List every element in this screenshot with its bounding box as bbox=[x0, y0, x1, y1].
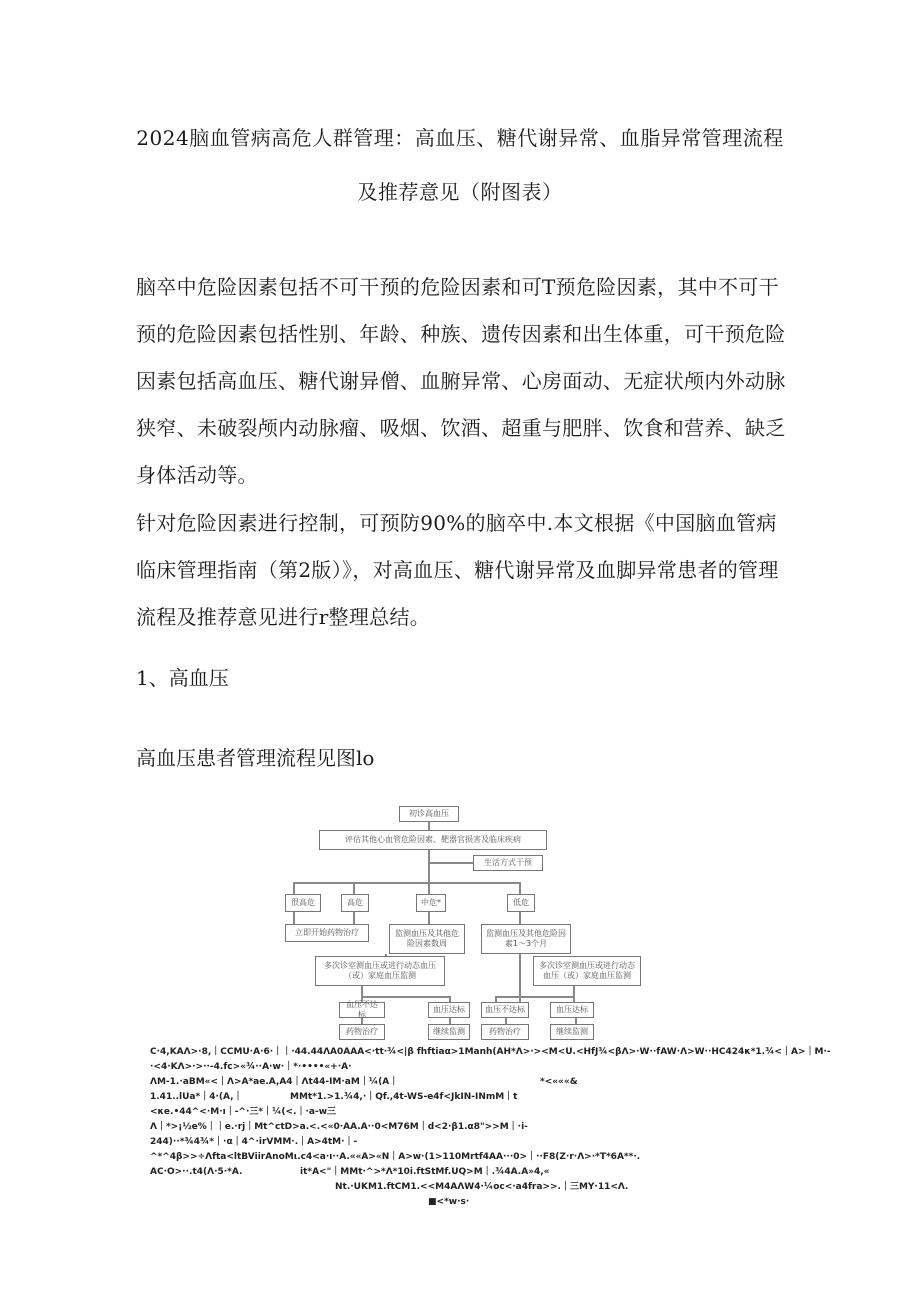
garbled-line: it*A<"｜MMt·^>*Λ*10i.ftStMf.UQ>M｜.¾4A.A»4,« bbox=[300, 1167, 550, 1177]
flow-bp-controlled-box: 血压达标 bbox=[428, 1002, 470, 1018]
flow-low-risk-box: 低危 bbox=[507, 894, 535, 912]
connector-line bbox=[519, 912, 521, 924]
garbled-line: AC·O>··.t4(Λ·5·*A. bbox=[150, 1167, 243, 1177]
flow-very-high-risk-box: 很高危 bbox=[285, 894, 321, 912]
flow-bp-not-controlled-box: 血压不达标 bbox=[339, 1002, 385, 1018]
garbled-line: Nt.·UKM1.ftCM1.<<M4AΛW4·¼oc<·a4fra>>.｜三MY·11<Λ. bbox=[335, 1182, 629, 1192]
flow-bp-not-controlled-box: 血压不达标 bbox=[481, 1002, 529, 1018]
garbled-line: <κe.•44^<·M·ı｜-^·三*｜¼(<.｜·a-w三 bbox=[150, 1107, 337, 1117]
garbled-line: ΛM-1.·aBM«<｜Λ>A*ae.A,A4｜Λt44-IM·aM｜¼(A｜ bbox=[150, 1077, 399, 1087]
garbled-line: ·<4·KΛ>·>··-4.fc>«¾··A·w·｜*·••••«+·A· bbox=[150, 1062, 352, 1072]
flow-drug-treatment-box: 药物治疗 bbox=[481, 1024, 529, 1040]
connector-line bbox=[361, 986, 363, 996]
flow-continue-monitor-box: 继续监测 bbox=[550, 1024, 594, 1040]
flow-start-box: 初诊高血压 bbox=[399, 806, 459, 822]
paragraph-risk-factors: 脑卒中危险因素包括不可干预的危险因素和可T预危险因素，其中不可干预的危险因素包括性别、年龄、种族、遗传因素和出生体重，可干预危险因素包括高血压、糖代谢异僧、血腑异常、心房面动、无症状颅内外动脉狭窄、未破裂颅内动脉瘤、吸烟、饮酒、超重与肥胖、饮食和营养、缺乏身体活动等。 bbox=[136, 275, 786, 487]
garbled-line: Λ｜*>¡½e%｜｜e.·rj｜Mt^ctD>a.<.<«0·AA.A··0<M76M｜d<2·β1.α8">>M｜·i- bbox=[150, 1122, 528, 1132]
figure-caption-intro: 高血压患者管理流程见图lo bbox=[136, 746, 375, 770]
connector-line bbox=[428, 862, 473, 864]
garbled-line: *<«««& bbox=[540, 1077, 578, 1087]
flow-repeat-measure-low-box: 多次诊室测血压或进行动态血压（或）家庭血压监测 bbox=[533, 956, 641, 986]
flow-monitor-low-box: 监测血压及其他危险因素1～3个月 bbox=[481, 924, 571, 954]
paragraph-control: 针对危险因素进行控制，可预防90%的脑卒中.本文根据《中国脑血管病临床管理指南（第2版）》，对高血压、糖代谢异常及血脚异常患者的管理流程及推荐意见进行r整理总结。 bbox=[136, 511, 779, 629]
flow-assess-box: 评估其他心血管危险因素、靶器官损害及临床疾病 bbox=[319, 830, 547, 850]
flow-medium-risk-box: 中危* bbox=[416, 894, 446, 912]
garbled-line: ^*^4β>>÷Λfta<ltBViirAnoMι.c4<a·ı··A.««A>«N｜A>w·(1>110Mrtf4AA···0>｜··F8(Z·r·Λ>·*T*6A**·. bbox=[150, 1152, 641, 1162]
garbled-line: 1.41..lUa*｜4·(A,｜ bbox=[150, 1092, 243, 1102]
connector-line bbox=[428, 912, 430, 924]
flow-lifestyle-box: 生活方式干预 bbox=[473, 855, 543, 871]
flow-monitor-medium-box: 监测血压及其他危险因素数周 bbox=[389, 924, 465, 954]
connector-line bbox=[361, 996, 449, 998]
flow-drug-treatment-box: 药物治疗 bbox=[339, 1024, 385, 1040]
hypertension-flowchart bbox=[285, 800, 645, 1050]
connector-line bbox=[495, 996, 573, 998]
garbled-line: ■<*w·s· bbox=[428, 1197, 470, 1207]
flow-immediate-drug-box: 立即开始药物治疗 bbox=[285, 924, 369, 942]
flow-bp-controlled-box: 血压达标 bbox=[550, 1002, 594, 1018]
flow-continue-monitor-box: 继续监测 bbox=[428, 1024, 470, 1040]
document-title-line2: 及推荐意见（附图表） bbox=[357, 180, 563, 204]
flow-high-risk-box: 高危 bbox=[341, 894, 369, 912]
garbled-line: 244)··*¾4¾*｜·α｜4^·irVMM·.｜A>4tM·｜- bbox=[150, 1137, 358, 1147]
document-title-line1: 2024脑血管病高危人群管理：高血压、糖代谢异常、血脂异常管理流程 bbox=[136, 126, 784, 150]
garbled-line: C·4,KAΛ>·8,｜CCMU·A·6·｜｜·44.44ΛA0AAA<·tt·¾<|β fhftiaα>1Manh(AH*Λ>·><M<U.<HfJ¾<βΛ>·W··fAW·Λ>W··HC424κ*1.¾<｜A>｜M·- bbox=[150, 1047, 831, 1057]
flow-repeat-measure-medium-box: 多次诊室测血压或进行动态血压（或）家庭血压监测 bbox=[315, 956, 445, 986]
connector-line bbox=[293, 882, 520, 884]
connector-line bbox=[428, 850, 430, 882]
section-heading-hypertension: 1、高血压 bbox=[136, 666, 229, 690]
garbled-line: MMt*1.>1.¾4,·｜Qf.,4t-WS-e4f<JkIN-INmM｜t bbox=[290, 1092, 518, 1102]
